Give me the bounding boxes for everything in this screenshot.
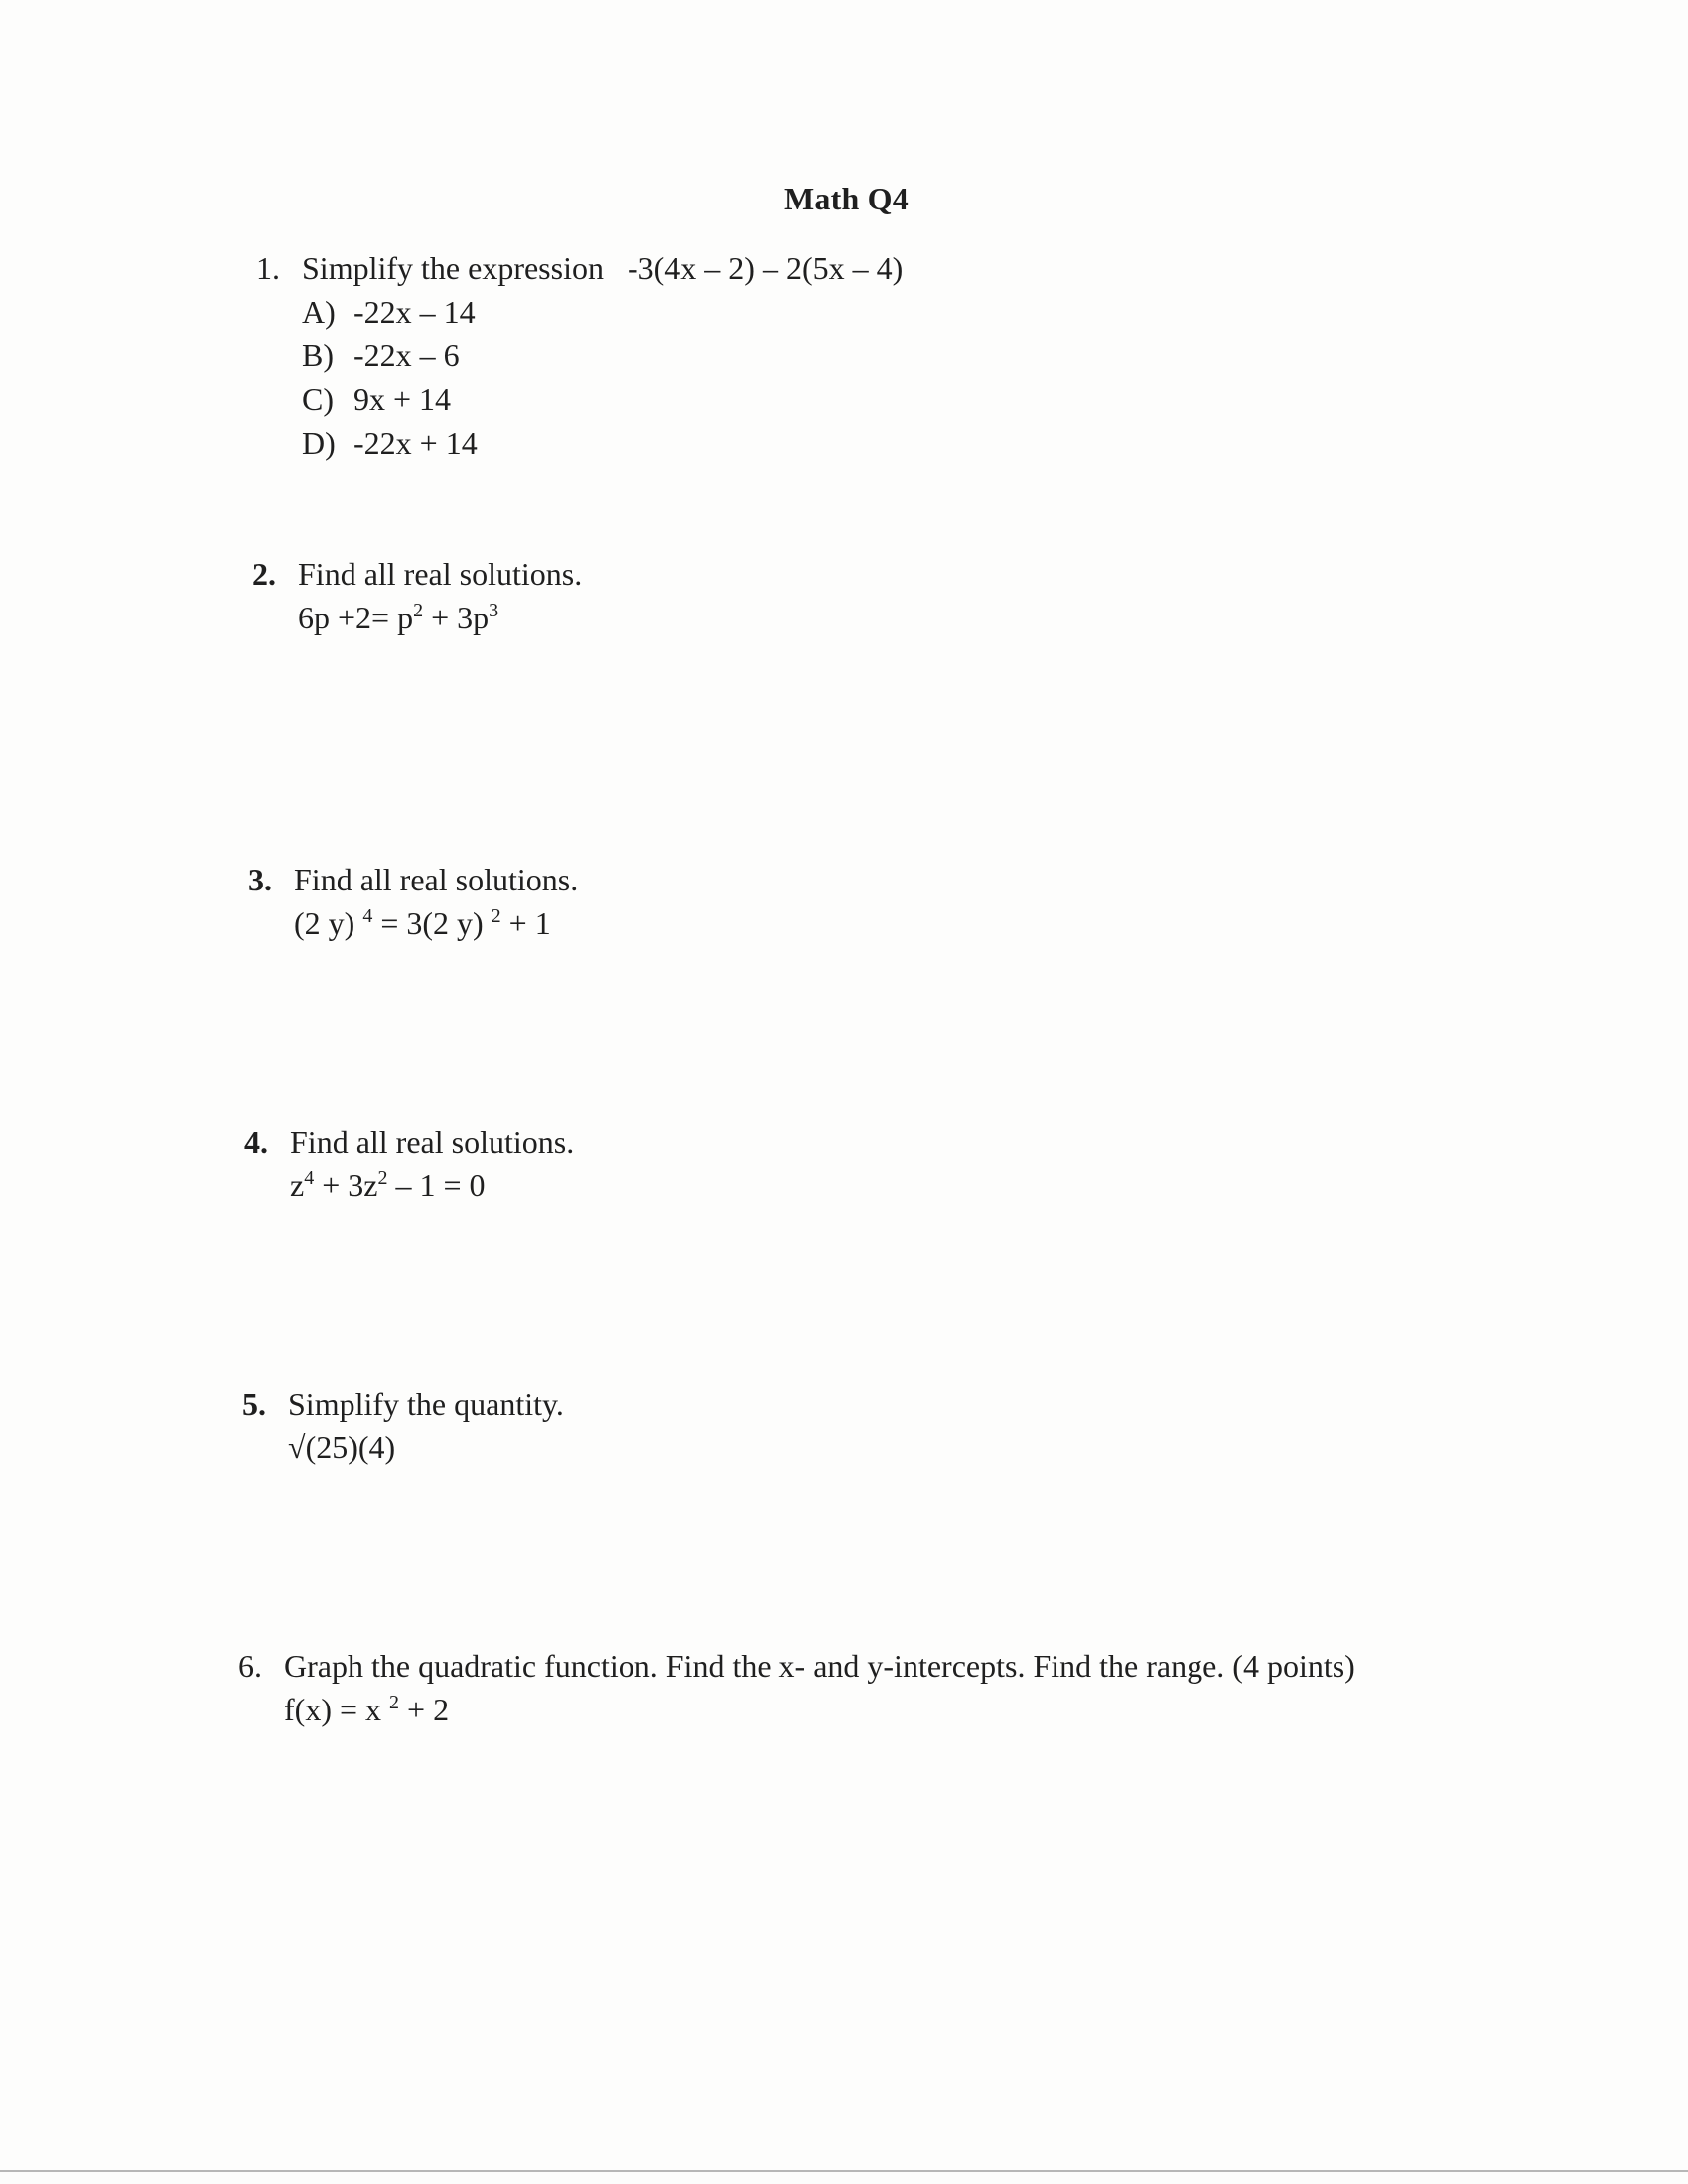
question-number: 5.: [242, 1386, 266, 1422]
question-prompt: Find all real solutions.: [298, 556, 583, 592]
question-prompt: Simplify the expression: [302, 250, 604, 286]
choice-b: B) -22x – 6: [302, 338, 460, 373]
question-equation: (2 y) $^4$ = 3(2 y) $^2$ + 1: [294, 905, 551, 941]
question-prompt: Graph the quadratic function. Find the x- and y-intercepts. Find the range. (4 points): [284, 1648, 1355, 1684]
question-expression: √(25)(4): [288, 1430, 396, 1465]
question-equation: $6p +2= p^2 + 3p^3$: [298, 600, 499, 635]
choice-a: A) -22x – 14: [302, 294, 476, 330]
question-prompt: Find all real solutions.: [294, 862, 579, 897]
question-2: [252, 552, 582, 639]
question-3: [248, 858, 578, 945]
question-equation: f(x) = x $^2$ + 2: [284, 1692, 450, 1727]
question-prompt: Find all real solutions.: [290, 1124, 575, 1160]
question-number: 2.: [252, 556, 276, 592]
question-6: [238, 1644, 1355, 1731]
question-number: 1.: [256, 250, 280, 286]
choice-c: C) 9x + 14: [302, 381, 452, 417]
question-4: [244, 1120, 574, 1207]
question-prompt: Simplify the quantity.: [288, 1386, 564, 1422]
choice-d: D) -22x + 14: [302, 425, 478, 461]
question-expression: -3(4x – 2) – 2(5x – 4): [627, 250, 904, 286]
scan-edge-line: [0, 2170, 1688, 2172]
question-1: [256, 246, 903, 465]
question-equation: $z^4 + 3z^2 - 1 = 0$: [290, 1167, 486, 1203]
question-number: 3.: [248, 862, 272, 897]
page-title: Math Q4: [784, 181, 909, 216]
question-5: [242, 1382, 564, 1469]
question-number: 4.: [244, 1124, 268, 1160]
question-number: 6.: [238, 1648, 262, 1684]
